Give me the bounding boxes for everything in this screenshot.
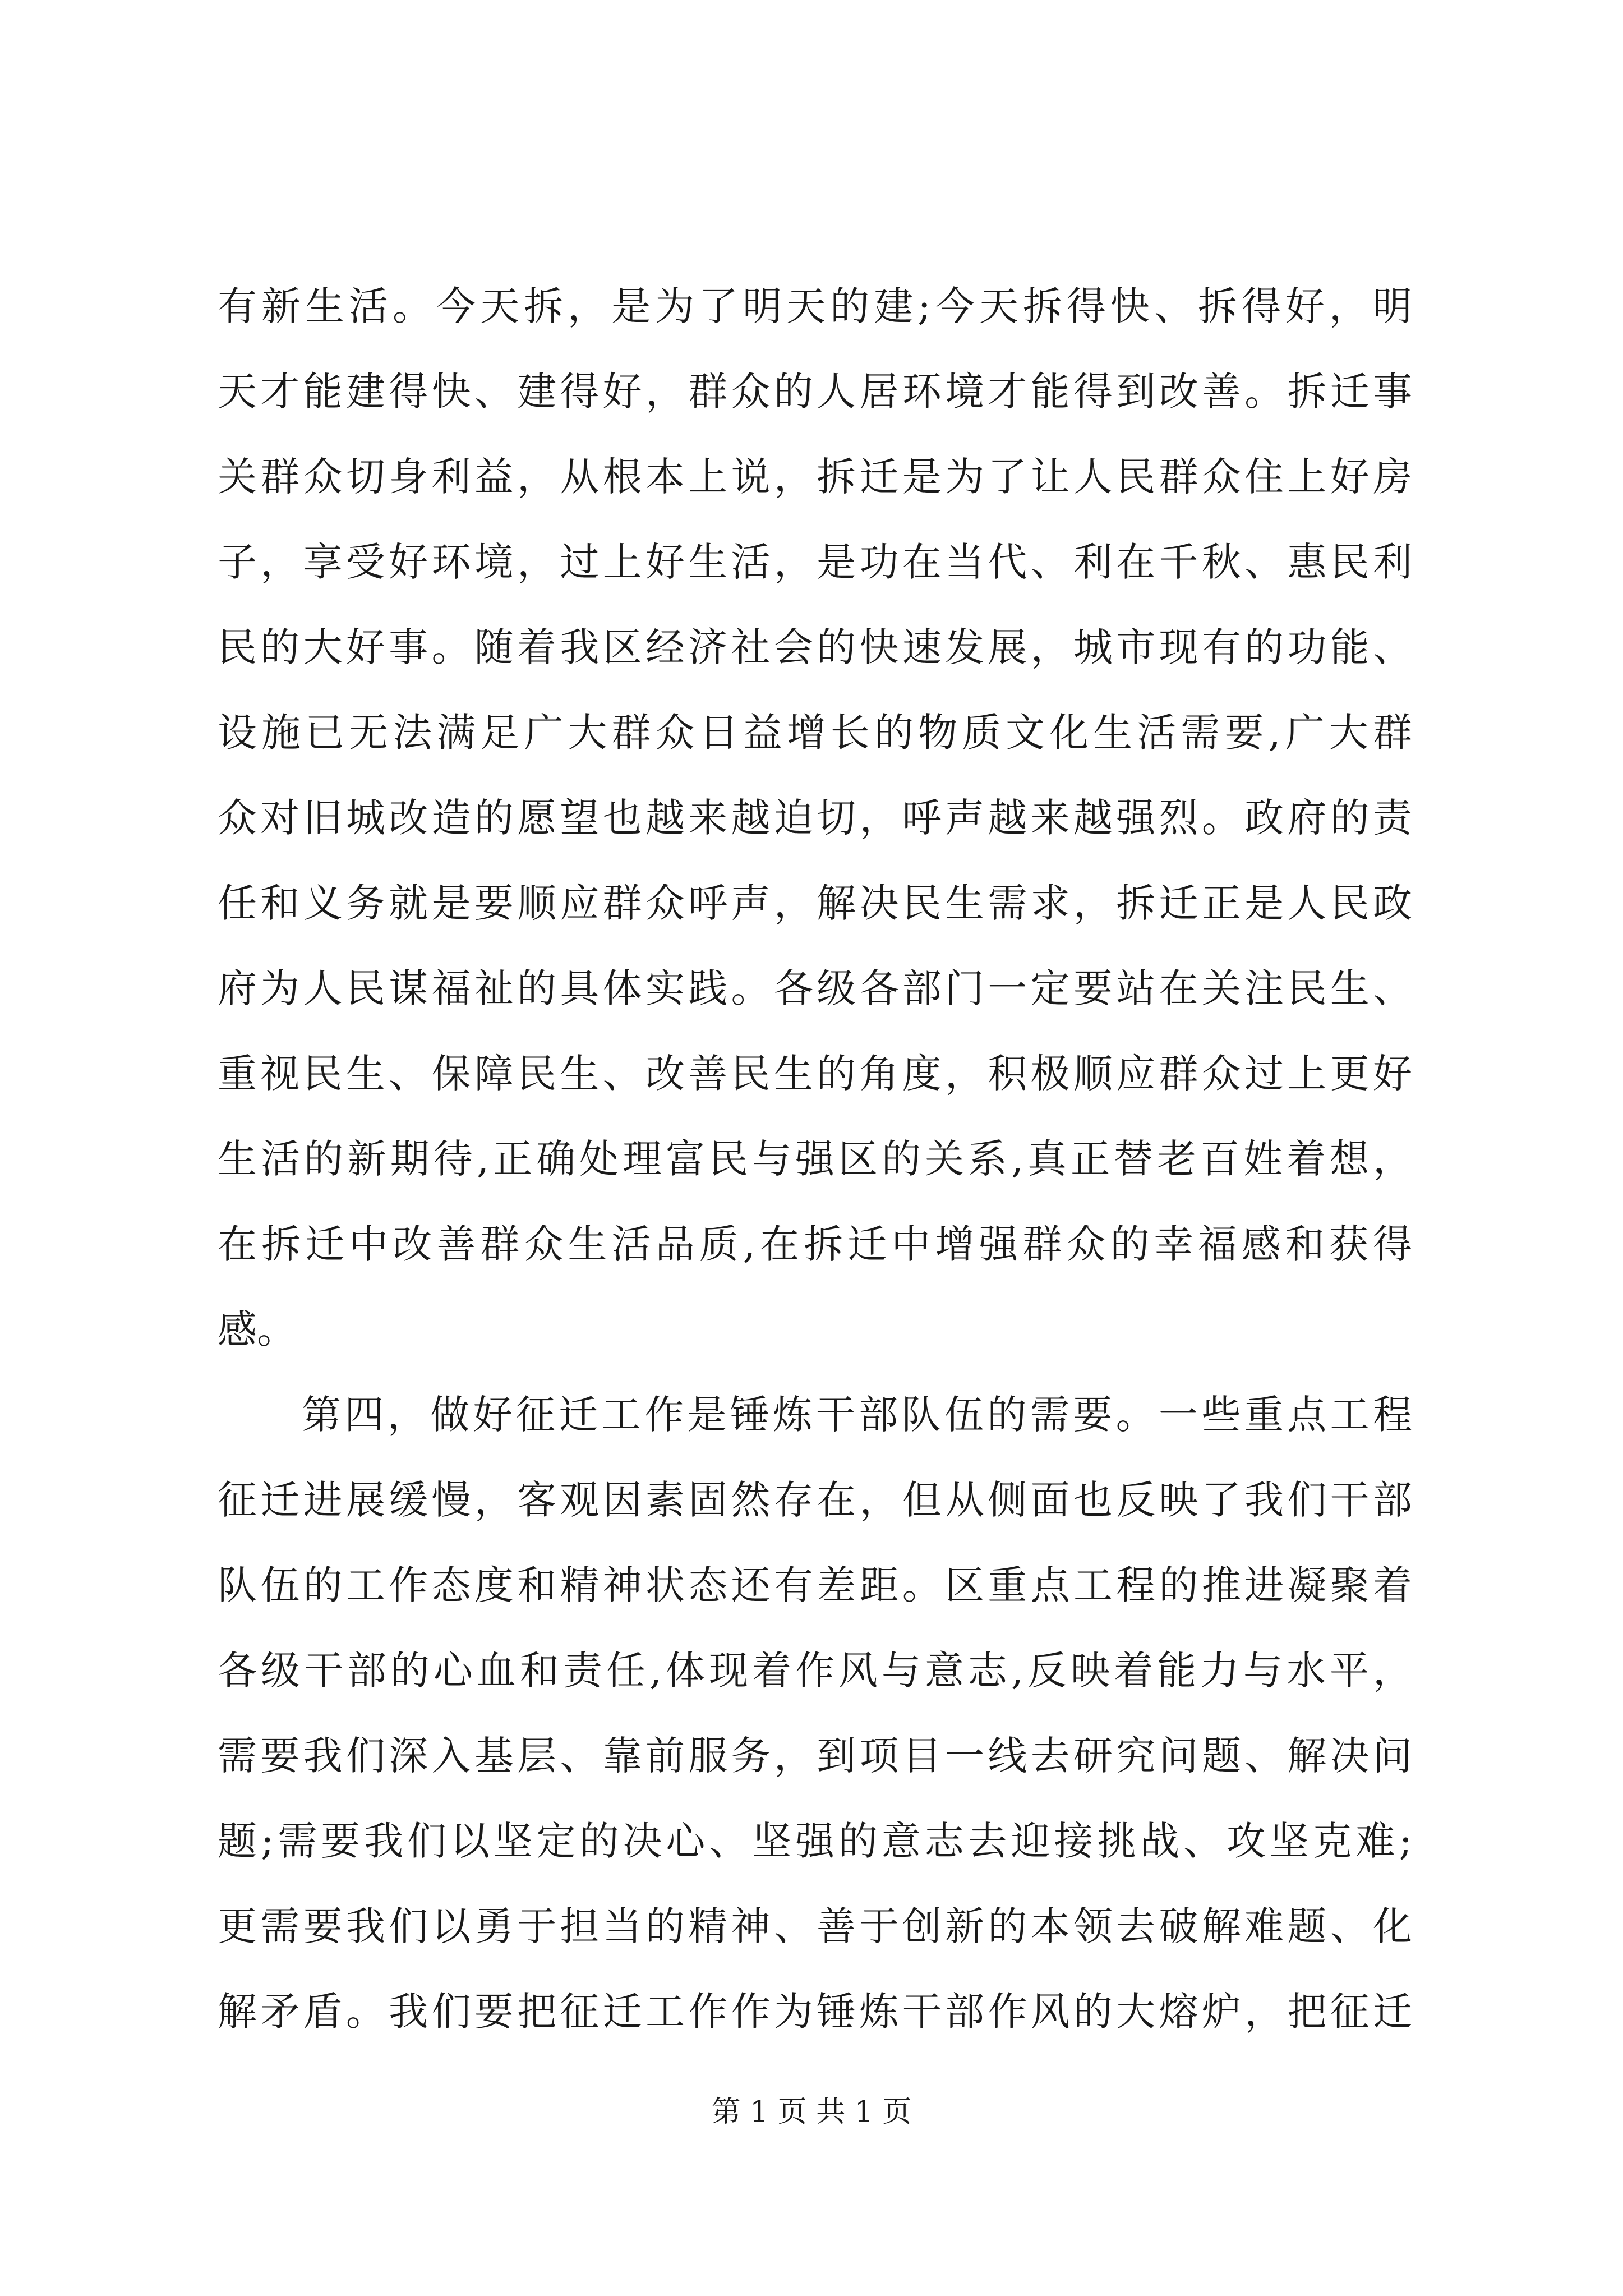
text-line: 有新生活。今天拆，是为了明天的建;今天拆得快、拆得好，明 [218, 283, 1412, 329]
text-line: 解矛盾。我们要把征迁工作作为锤炼干部作风的大熔炉，把征迁 [218, 1989, 1412, 2035]
page-footer [0, 2092, 1623, 2132]
text-line: 征迁进展缓慢，客观因素固然存在，但从侧面也反映了我们干部 [218, 1477, 1412, 1523]
text-line: 重视民生、保障民生、改善民生的角度，积极顺应群众过上更好 [218, 1051, 1412, 1097]
text-line: 关群众切身利益，从根本上说，拆迁是为了让人民群众住上好房 [218, 454, 1412, 500]
text-line: 需要我们深入基层、靠前服务，到项目一线去研究问题、解决问 [218, 1733, 1412, 1779]
text-line: 子，享受好环境，过上好生活，是功在当代、利在千秋、惠民利 [218, 539, 1412, 585]
text-line: 天才能建得快、建得好，群众的人居环境才能得到改善。拆迁事 [218, 369, 1412, 415]
text-line: 任和义务就是要顺应群众呼声，解决民生需求，拆迁正是人民政 [218, 880, 1412, 926]
text-line: 题;需要我们以坚定的决心、坚强的意志去迎接挑战、攻坚克难; [218, 1818, 1412, 1864]
text-line: 民的大好事。随着我区经济社会的快速发展，城市现有的功能、 [218, 624, 1412, 670]
body-text [218, 264, 1412, 2054]
text-line: 更需要我们以勇于担当的精神、善于创新的本领去破解难题、化 [218, 1903, 1412, 1949]
text-line: 各级干部的心血和责任,体现着作风与意志,反映着能力与水平， [218, 1648, 1412, 1694]
text-line: 在拆迁中改善群众生活品质,在拆迁中增强群众的幸福感和获得 [218, 1221, 1412, 1267]
text-line: 众对旧城改造的愿望也越来越迫切，呼声越来越强烈。政府的责 [218, 795, 1412, 841]
page-number: 第 1 页 共 1 页 [711, 2095, 912, 2129]
text-line: 队伍的工作态度和精神状态还有差距。区重点工程的推进凝聚着 [218, 1562, 1412, 1608]
text-line: 设施已无法满足广大群众日益增长的物质文化生活需要,广大群 [218, 710, 1412, 756]
text-line: 生活的新期待,正确处理富民与强区的关系,真正替老百姓着想， [218, 1136, 1412, 1182]
paragraph-start-line: 第四，做好征迁工作是锤炼干部队伍的需要。一些重点工程 [302, 1392, 1412, 1438]
text-line: 感。 [218, 1306, 296, 1352]
text-line: 府为人民谋福祉的具体实践。各级各部门一定要站在关注民生、 [218, 965, 1412, 1011]
